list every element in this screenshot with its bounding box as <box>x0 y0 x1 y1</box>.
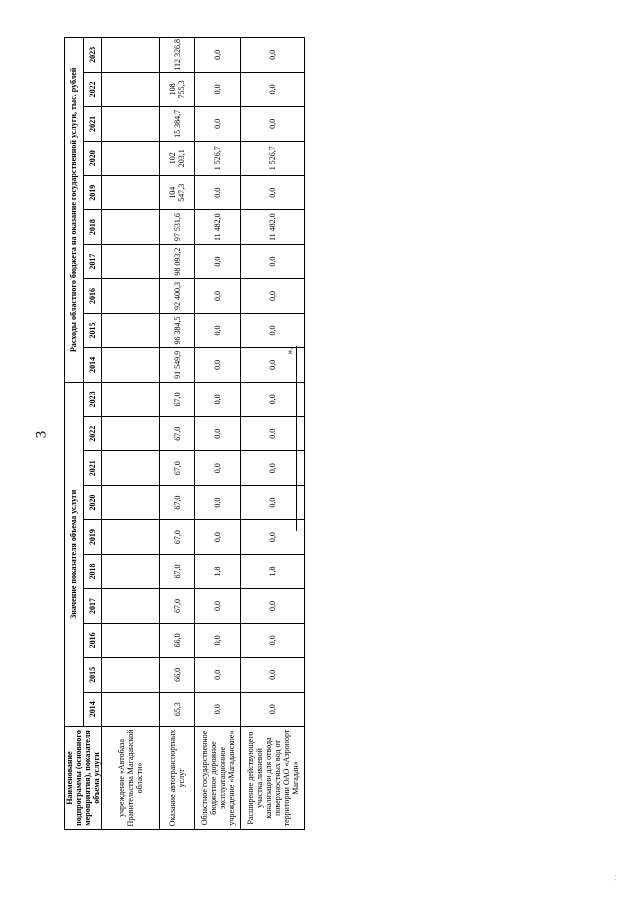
expense-year-header: 2020 <box>83 141 102 175</box>
expense-value-cell: 0,0 <box>195 244 241 278</box>
indicator-year-header: 2018 <box>83 554 102 588</box>
expense-value-cell: 98 093,2 <box>160 244 195 278</box>
expense-value-cell <box>102 348 160 382</box>
row-name-cell: Оказание автотранспортных услуг <box>160 727 195 830</box>
expense-value-cell <box>102 176 160 210</box>
table-row <box>160 38 195 830</box>
table-row <box>195 38 241 830</box>
expense-value-cell <box>102 210 160 244</box>
indicator-value-cell: 66,0 <box>160 623 195 657</box>
expense-value-cell: 0,0 <box>241 279 305 313</box>
indicator-year-header: 2023 <box>83 382 102 416</box>
expense-value-cell: 0,0 <box>241 348 305 382</box>
expense-year-header: 2019 <box>83 176 102 210</box>
expense-value-cell <box>102 38 160 73</box>
corner-mark: · · <box>611 873 621 882</box>
expense-value-cell: 0,0 <box>195 38 241 73</box>
indicator-value-cell <box>102 485 160 519</box>
row-name-cell: учреждение «Автобаза Правительства Магаданской области» <box>102 727 160 830</box>
indicator-value-cell: 0,0 <box>241 658 305 692</box>
indicator-year-header: 2021 <box>83 451 102 485</box>
table-row <box>241 38 305 830</box>
expense-year-header: 2016 <box>83 279 102 313</box>
expense-value-cell: 11 482,0 <box>241 210 305 244</box>
expense-value-cell: 0,0 <box>195 107 241 141</box>
expense-value-cell: 0,0 <box>241 244 305 278</box>
expense-year-header: 2023 <box>83 38 102 73</box>
expense-value-cell: 0,0 <box>241 38 305 73</box>
indicator-value-cell: 66,0 <box>160 658 195 692</box>
expense-value-cell <box>102 279 160 313</box>
expense-value-cell: 0,0 <box>195 279 241 313</box>
expense-year-header: 2015 <box>83 313 102 347</box>
name-column-header: Наименование подпрограммы (основного мероприятия), показателя объема услуги <box>65 727 102 830</box>
indicator-value-cell: 1,8 <box>241 554 305 588</box>
indicator-value-cell <box>102 451 160 485</box>
expense-value-cell: 15 384,7 <box>160 107 195 141</box>
rotated-table-wrapper <box>64 37 300 830</box>
indicator-year-header: 2019 <box>83 520 102 554</box>
indicator-year-header: 2022 <box>83 417 102 451</box>
expense-value-cell: 92 400,3 <box>160 279 195 313</box>
indicator-value-cell: 0,0 <box>195 520 241 554</box>
indicator-value-cell: 0,0 <box>241 382 305 416</box>
row-name-cell: Расширение действующего участка ливневой канализации для отвода поверхностных вод от территории ОАО «Аэропорт Магадан» <box>241 727 305 830</box>
expense-year-header: 2014 <box>83 348 102 382</box>
indicator-value-cell: 65,3 <box>160 692 195 726</box>
indicator-value-cell: 0,0 <box>195 589 241 623</box>
indicator-value-cell: 0,0 <box>195 658 241 692</box>
indicator-value-cell: 0,0 <box>241 623 305 657</box>
indicator-year-header: 2015 <box>83 658 102 692</box>
expense-year-header: 2017 <box>83 244 102 278</box>
expense-value-cell <box>102 313 160 347</box>
expenses-group-header: Расходы областного бюджета на оказание государственной услуги, тыс. рублей <box>65 38 84 383</box>
indicator-year-header: 2014 <box>83 692 102 726</box>
year-header-row <box>83 38 102 830</box>
indicator-value-cell: 0,0 <box>241 485 305 519</box>
expense-year-header: 2018 <box>83 210 102 244</box>
expense-value-cell: 1 526,7 <box>241 141 305 175</box>
indicator-year-header: 2017 <box>83 589 102 623</box>
expense-value-cell: 0,0 <box>241 72 305 106</box>
indicator-year-header: 2016 <box>83 623 102 657</box>
indicator-value-cell: 0,0 <box>195 692 241 726</box>
indicator-value-cell: 0,0 <box>195 417 241 451</box>
indicator-value-cell: 67,0 <box>160 520 195 554</box>
indicator-value-cell: 67,0 <box>160 382 195 416</box>
expense-value-cell <box>102 141 160 175</box>
expense-year-header: 2022 <box>83 72 102 106</box>
indicator-value-cell: 0,0 <box>241 692 305 726</box>
indicator-value-cell: 67,0 <box>160 451 195 485</box>
expense-value-cell: 102 203,1 <box>160 141 195 175</box>
expense-value-cell: 1 526,7 <box>195 141 241 175</box>
expense-value-cell: 0,0 <box>195 72 241 106</box>
indicator-value-cell: 0,0 <box>241 520 305 554</box>
expense-value-cell <box>102 72 160 106</box>
indicator-value-cell: 0,0 <box>241 589 305 623</box>
expense-value-cell: 0,0 <box>241 176 305 210</box>
signature-line <box>296 346 297 531</box>
indicator-value-cell: 0,0 <box>195 623 241 657</box>
expense-value-cell: 112 326,8 <box>160 38 195 73</box>
service-volume-table <box>64 37 305 830</box>
expense-value-cell <box>102 244 160 278</box>
expense-value-cell: 97 531,6 <box>160 210 195 244</box>
indicator-value-cell: 0,0 <box>241 451 305 485</box>
indicator-value-cell: 67,0 <box>160 417 195 451</box>
table-body <box>102 38 305 830</box>
indicator-value-cell <box>102 417 160 451</box>
expense-value-cell: 0,0 <box>241 313 305 347</box>
expense-value-cell: 108 755,3 <box>160 72 195 106</box>
indicator-value-cell <box>102 554 160 588</box>
page-number: 3 <box>33 430 50 439</box>
indicator-group-header: Значение показателя объема услуги <box>65 382 84 726</box>
indicator-value-cell: 67,0 <box>160 554 195 588</box>
indicator-value-cell: 0,0 <box>195 451 241 485</box>
indicator-value-cell: 0,0 <box>195 485 241 519</box>
indicator-value-cell <box>102 692 160 726</box>
expense-value-cell: 96 384,5 <box>160 313 195 347</box>
indicator-value-cell <box>102 658 160 692</box>
indicator-value-cell <box>102 589 160 623</box>
expense-value-cell: 0,0 <box>195 176 241 210</box>
indicator-value-cell: 1,8 <box>195 554 241 588</box>
expense-value-cell: 0,0 <box>241 107 305 141</box>
indicator-value-cell: 67,0 <box>160 485 195 519</box>
table-row <box>102 38 160 830</box>
expense-value-cell: 104 547,3 <box>160 176 195 210</box>
row-name-cell: Областное государственное бюджетное дорожное эксплуатационное учреждение «Магаданское» <box>195 727 241 830</box>
indicator-value-cell <box>102 520 160 554</box>
rotated-table <box>64 37 300 830</box>
indicator-year-header: 2020 <box>83 485 102 519</box>
indicator-value-cell <box>102 623 160 657</box>
expense-value-cell: 11 482,0 <box>195 210 241 244</box>
expense-value-cell <box>102 107 160 141</box>
expense-year-header: 2021 <box>83 107 102 141</box>
expense-value-cell: 0,0 <box>195 313 241 347</box>
expense-value-cell: 91 549,9 <box>160 348 195 382</box>
indicator-value-cell: 67,0 <box>160 589 195 623</box>
indicator-value-cell: 0,0 <box>241 417 305 451</box>
expense-value-cell: 0,0 <box>195 348 241 382</box>
indicator-value-cell <box>102 382 160 416</box>
indicator-value-cell: 0,0 <box>195 382 241 416</box>
end-mark: ». <box>284 347 295 355</box>
